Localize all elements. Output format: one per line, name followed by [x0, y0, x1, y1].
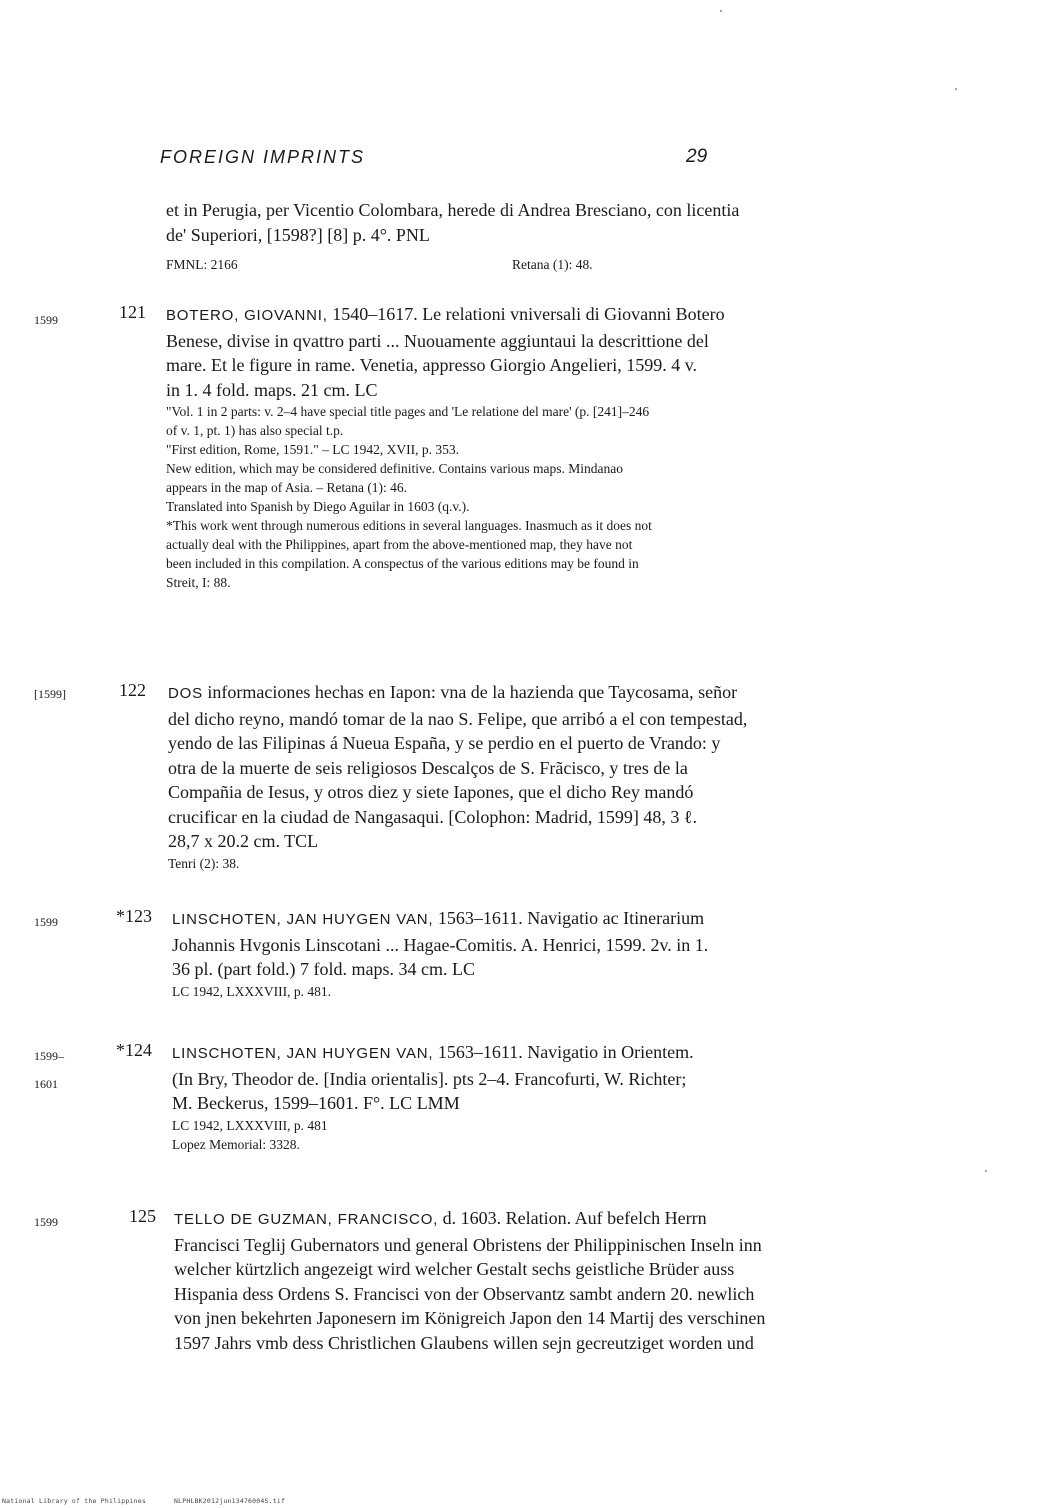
entry-author: BOTERO, GIOVANNI,: [166, 307, 328, 324]
scan-speck: [720, 10, 722, 12]
entry-note: Translated into Spanish by Diego Aguilar in 1603 (q.v.).: [166, 499, 470, 514]
entry-text: 1563–1611. Navigatio in Orientem.: [433, 1042, 694, 1062]
running-title: FOREIGN IMPRINTS: [160, 147, 366, 167]
entry-number: *123: [116, 906, 152, 926]
text-line: 36 pl. (part fold.) 7 fold. maps. 34 cm. LC: [172, 959, 475, 979]
text-line: de' Superiori, [1598?] [8] p. 4°. PNL: [166, 224, 430, 245]
text-line: M. Beckerus, 1599–1601. F°. LC LMM: [172, 1093, 460, 1113]
reference-line: [166, 257, 646, 273]
entry-number: *124: [116, 1040, 152, 1060]
text-line: et in Perugia, per Vicentio Colombara, herede di Andrea Bresciano, con licentia: [166, 200, 740, 220]
text-line: Benese, divise in qvattro parti ... Nuouamente aggiuntaui la descrittione del: [166, 330, 709, 351]
entry-text: informaciones hechas en Iapon: vna de la hazienda que Taycosama, señor: [202, 682, 738, 702]
text-line: 28,7 x 20.2 cm. TCL: [168, 831, 319, 851]
entry-number: 125: [129, 1206, 156, 1226]
entry-text: 1540–1617. Le relationi vniversali di Giovanni Botero: [327, 304, 725, 324]
text-line: Hispania dess Ordens S. Francisci von der Observantz sambt andern 20. newlich: [174, 1283, 755, 1304]
continuation-text: [166, 198, 886, 247]
entry-author: TELLO DE GUZMAN, FRANCISCO,: [174, 1211, 439, 1228]
entry-note: Lopez Memorial: 3328.: [172, 1136, 300, 1152]
reference-retana: Retana (1): 48.: [512, 257, 593, 272]
entry-123: [172, 906, 892, 1001]
entry-year: 1599: [34, 1215, 58, 1229]
entry-note: "Vol. 1 in 2 parts: v. 2–4 have special title pages and 'Le relatione del mare' (p. [241]–246 of v. 1, pt. 1) has also special t.p.: [166, 404, 650, 438]
text-line: del dicho reyno, mandó tomar de la nao S. Felipe, que arribó a el con tempestad,: [168, 708, 748, 729]
text-line: yendo de las Filipinas á Nueua España, y se perdio en el puerto de Vrando: y: [168, 733, 721, 753]
entry-year: 1599–: [34, 1049, 64, 1063]
page-number: 29: [686, 146, 708, 167]
text-line: von jnen bekehrten Japonesern im Königreich Japon den 14 Martij des verschinen: [174, 1308, 766, 1328]
entry-text: 1563–1611. Navigatio ac Itinerarium: [433, 908, 705, 928]
entry-author: LINSCHOTEN, JAN HUYGEN VAN,: [172, 1045, 434, 1062]
text-line: crucificar en la ciudad de Nangasaqui. [Colophon: Madrid, 1599] 48, 3 ℓ.: [168, 806, 697, 827]
scan-speck: [985, 1170, 987, 1172]
entry-note: New edition, which may be considered definitive. Contains various maps. Mindanao appears in the map of Asia. – Retana (1): 46.: [166, 461, 624, 495]
scan-footer-filename: NLPHLBK2012jun13476004S.tif: [174, 1497, 286, 1505]
text-line: mare. Et le figure in rame. Venetia, appresso Giorgio Angelieri, 1599. 4 v.: [166, 355, 698, 375]
entry-note: "First edition, Rome, 1591." – LC 1942, XVII, p. 353.: [166, 442, 460, 457]
text-line: welcher kürtzlich angezeigt wird welcher Gestalt sechs geistliche Brüder auss: [174, 1259, 735, 1279]
text-line: Compañia de Iesus, y otros diez y siete Iapones, que el dicho Rey mandó: [168, 782, 694, 802]
text-line: (In Bry, Theodor de. [India orientalis]. pts 2–4. Francofurti, W. Richter;: [172, 1068, 687, 1089]
text-line: 1597 Jahrs vmb dess Christlichen Glaubens willen sejn gecreutziget worden und: [174, 1332, 754, 1353]
entry-year: 1599: [34, 313, 58, 327]
entry-text: d. 1603. Relation. Auf befelch Herrn: [438, 1208, 707, 1228]
text-line: Johannis Hvgonis Linscotani ... Hagae-Comitis. A. Henrici, 1599. 2v. in 1.: [172, 934, 709, 955]
text-line: in 1. 4 fold. maps. 21 cm. LC: [166, 379, 378, 400]
text-line: Francisci Teglij Gubernators und general Obristens der Philippinischen Inseln inn: [174, 1234, 762, 1255]
entry-note: *This work went through numerous editions in several languages. Inasmuch as it does not actually deal with the Philippines, apart from the above-mentioned map, they have not been included in this compilation. A conspectus of the various editions may be found in Streit, I: 88.: [166, 518, 652, 590]
entry-121: [166, 302, 886, 592]
scan-footer-source: National Library of the Philippines: [2, 1497, 146, 1505]
entry-note: LC 1942, LXXXVIII, p. 481: [172, 1117, 328, 1133]
text-line: otra de la muerte de seis religiosos Descalços de S. Frãcisco, y tres de la: [168, 757, 688, 778]
entry-number: 122: [119, 680, 146, 700]
entry-124: [172, 1040, 892, 1154]
entry-125: [174, 1206, 894, 1355]
entry-year: [1599]: [34, 687, 66, 701]
entry-year-end: 1601: [34, 1077, 58, 1091]
entry-year: 1599: [34, 915, 58, 929]
entry-number: 121: [119, 302, 146, 322]
reference-fmnl: FMNL: 2166: [166, 257, 238, 272]
entry-author: DOS: [168, 685, 203, 702]
entry-author: LINSCHOTEN, JAN HUYGEN VAN,: [172, 911, 434, 928]
scan-speck: [955, 88, 957, 90]
entry-note: Tenri (2): 38.: [168, 855, 240, 871]
entry-122: [168, 680, 888, 873]
entry-note: LC 1942, LXXXVIII, p. 481.: [172, 983, 331, 999]
